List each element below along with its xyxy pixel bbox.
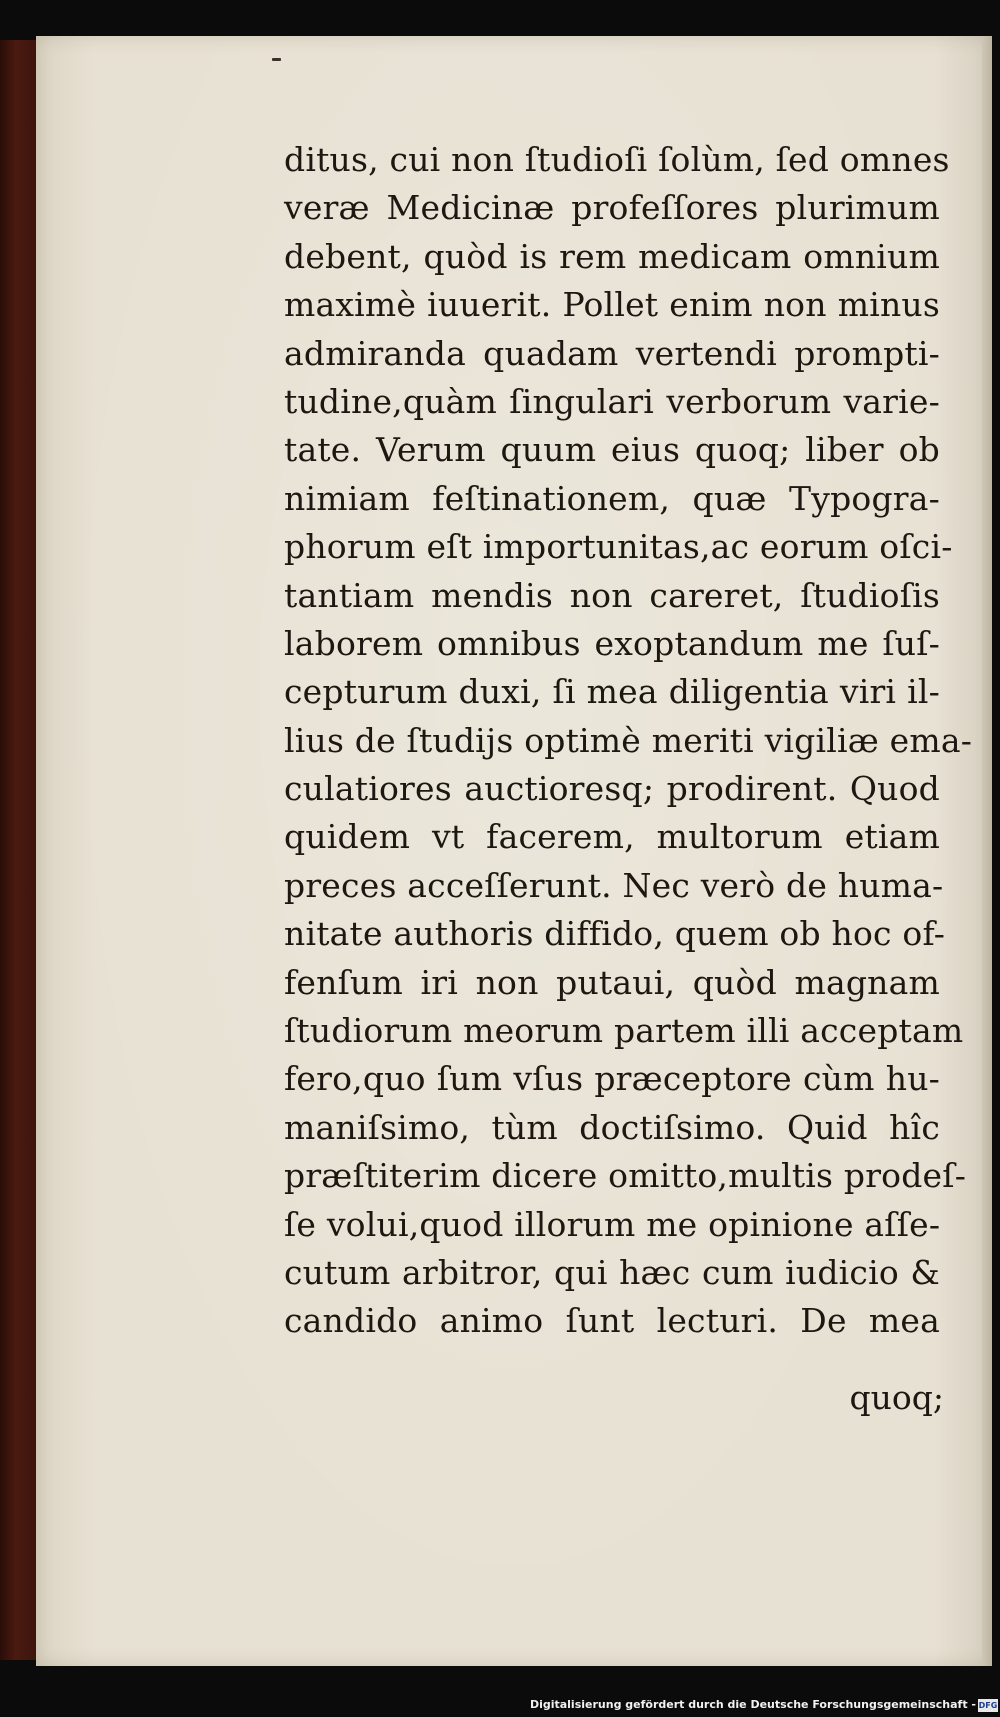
digitization-credit: Digitalisierung gefördert durch die Deutsche Forschungsgemeinschaft - [529, 1698, 976, 1711]
text-line: debent, quòd is rem medicam omnium [284, 236, 940, 276]
text-line: tantiam mendis non careret, ſtudioſis [284, 575, 940, 615]
page-edge [982, 36, 992, 1666]
book-binding-edge [0, 40, 40, 1660]
text-line: fero,quo ſum vſus præceptore cùm hu- [284, 1059, 940, 1099]
text-line: admiranda quadam vertendi prompti- [284, 333, 940, 373]
text-line: fenſum iri non putaui, quòd magnam [284, 962, 940, 1002]
text-line: tate. Verum quum eius quoq; liber ob [284, 430, 940, 470]
catchword: quoq; [849, 1378, 944, 1417]
page-text-block [284, 136, 973, 1346]
text-line: tudine,quàm ſingulari verborum varie- [284, 381, 940, 421]
text-line: lius de ſtudijs optimè meriti vigiliæ ema- [284, 720, 973, 760]
text-line: ſe volui,quod illorum me opinione aſſe- [284, 1204, 941, 1244]
text-line: nitate authoris diffido, quem ob hoc of- [284, 914, 946, 954]
text-line: candido animo ſunt lecturi. De mea [284, 1301, 940, 1341]
text-line: preces acceſſerunt. Nec verò de huma- [284, 865, 944, 905]
text-line: cutum arbitror, qui hæc cum iudicio & [284, 1252, 940, 1292]
ink-mark [272, 58, 281, 61]
text-line: ſtudiorum meorum partem illi acceptam [284, 1011, 964, 1051]
text-line: veræ Medicinæ profeſſores plurimum [284, 188, 940, 228]
text-line: cepturum duxi, ſi mea diligentia viri il- [284, 672, 940, 712]
text-line: ditus, cui non ſtudioſi ſolùm, ſed omnes [284, 140, 950, 179]
text-line: maximè iuuerit. Pollet enim non minus [284, 285, 940, 325]
text-line: nimiam feſtinationem, quæ Typogra- [284, 478, 940, 518]
text-line: phorum eſt importunitas,ac eorum oſci- [284, 527, 953, 567]
dfg-logo-icon: DFG [978, 1701, 998, 1710]
text-line: præſtiterim dicere omitto,multis prodeſ- [284, 1156, 967, 1196]
text-line: culatiores auctioresq; prodirent. Quod [284, 769, 940, 809]
text-line: maniſsimo, tùm doctiſsimo. Quid hîc [284, 1107, 940, 1147]
text-line: quidem vt facerem, multorum etiam [284, 817, 940, 857]
text-line: laborem omnibus exoptandum me ſuſ- [284, 623, 940, 663]
